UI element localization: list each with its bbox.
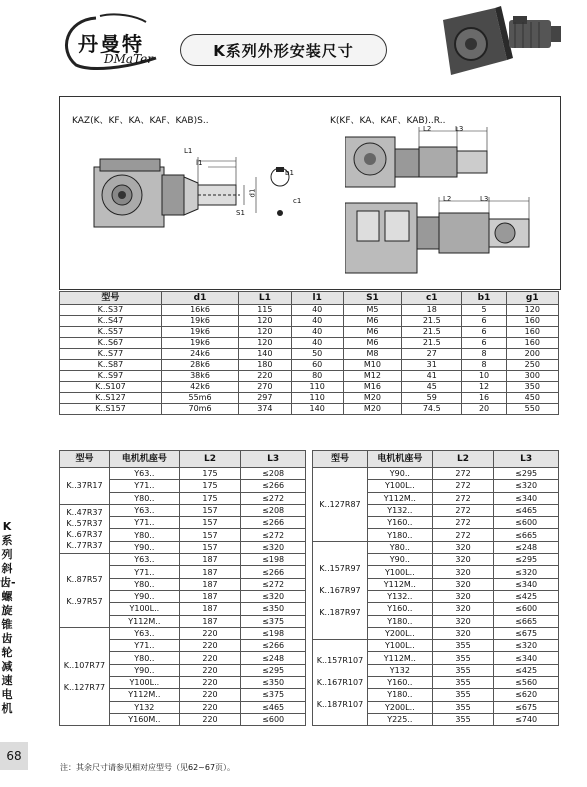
table-cell: 272: [432, 504, 494, 516]
table-cell: 320: [432, 590, 494, 602]
table-cell: ≤320: [494, 640, 559, 652]
col-header: 型号: [60, 451, 110, 468]
table-cell: 10: [462, 371, 506, 382]
logo-chinese-name: 丹曼特: [78, 32, 144, 56]
table-cell: 8: [462, 360, 506, 371]
table-cell: 24k6: [161, 349, 238, 360]
table-cell: Y63..: [109, 504, 179, 516]
table-cell: 120: [239, 316, 291, 327]
col-header: d1: [161, 292, 238, 305]
table-cell: Y80..: [367, 541, 432, 553]
table-row: [60, 468, 306, 480]
table-row: [60, 627, 306, 639]
table-cell: 40: [291, 327, 343, 338]
table-cell: 80: [291, 371, 343, 382]
dimension-drawing-frame: [59, 96, 561, 290]
table-cell: Y112M..: [109, 689, 179, 701]
dim-l1-label: l1: [196, 159, 203, 167]
table-cell: 175: [179, 492, 241, 504]
table-cell: 355: [432, 640, 494, 652]
table-cell: 220: [179, 689, 241, 701]
col-header: L1: [239, 292, 291, 305]
table-cell: 272: [432, 517, 494, 529]
table-cell: Y112M..: [367, 578, 432, 590]
table-cell: ≤295: [494, 554, 559, 566]
table-cell: 160: [506, 316, 558, 327]
table-cell: Y90..: [109, 541, 179, 553]
table-cell: Y63..: [109, 554, 179, 566]
table-row: [60, 554, 306, 566]
table-cell: 320: [432, 541, 494, 553]
footnote: 注：其余尺寸请参见相对应型号（见62~67页）。: [60, 763, 236, 772]
table-cell: Y132: [367, 664, 432, 676]
col-header: 型号: [313, 451, 368, 468]
table-cell: 220: [179, 664, 241, 676]
col-header: l1: [291, 292, 343, 305]
table-cell: Y180..: [367, 689, 432, 701]
table-cell: ≤675: [494, 701, 559, 713]
table-cell: ≤350: [241, 603, 306, 615]
table-cell: 175: [179, 480, 241, 492]
table-cell: 6: [462, 338, 506, 349]
table-cell: Y90..: [109, 664, 179, 676]
table-cell: 27: [402, 349, 462, 360]
table-cell: 187: [179, 578, 241, 590]
table-row: [60, 305, 559, 316]
table-cell: 320: [432, 615, 494, 627]
table-cell: ≤340: [494, 578, 559, 590]
drawing-label-right: K(KF、KA、KAF、KAB)..R..: [330, 116, 446, 126]
table-cell: Y180..: [367, 615, 432, 627]
table-cell: 20: [462, 404, 506, 415]
table-cell: ≤600: [494, 603, 559, 615]
logo-english-name: DMaTer: [104, 52, 153, 66]
table-cell: 40: [291, 338, 343, 349]
table-cell: 120: [239, 327, 291, 338]
shaft-dimension-table: [59, 291, 559, 415]
table-cell: M8: [343, 349, 401, 360]
table-cell: 220: [239, 371, 291, 382]
table-cell: 355: [432, 677, 494, 689]
col-header: L2: [432, 451, 494, 468]
table-cell: Y80..: [109, 529, 179, 541]
table-cell: 19k6: [161, 327, 238, 338]
table-cell: 40: [291, 316, 343, 327]
table-cell: 320: [432, 603, 494, 615]
model-cell: K..127R87: [313, 468, 368, 542]
table-cell: ≤665: [494, 529, 559, 541]
table-cell: Y200L..: [367, 627, 432, 639]
table-cell: ≤375: [241, 689, 306, 701]
table-cell: 220: [179, 713, 241, 725]
table-cell: 19k6: [161, 316, 238, 327]
table-cell: 21.5: [402, 327, 462, 338]
table-cell: ≤425: [494, 664, 559, 676]
table-cell: 220: [179, 627, 241, 639]
dim-L2-label-bottom: L2: [443, 195, 452, 203]
table-cell: 157: [179, 541, 241, 553]
table-cell: ≤266: [241, 480, 306, 492]
table-cell: Y100L..: [367, 566, 432, 578]
table-cell: M12: [343, 371, 401, 382]
table-cell: M6: [343, 327, 401, 338]
table-cell: ≤295: [494, 468, 559, 480]
table-cell: 200: [506, 349, 558, 360]
table-cell: 355: [432, 701, 494, 713]
table-cell: 272: [432, 468, 494, 480]
table-cell: ≤320: [494, 480, 559, 492]
table-cell: 355: [432, 713, 494, 725]
table-cell: ≤465: [494, 504, 559, 516]
table-cell: 187: [179, 603, 241, 615]
col-header: 型号: [60, 292, 162, 305]
table-cell: 272: [432, 492, 494, 504]
table-row: [60, 349, 559, 360]
table-cell: ≤425: [494, 590, 559, 602]
table-cell: 45: [402, 382, 462, 393]
table-cell: 250: [506, 360, 558, 371]
table-row: [313, 541, 559, 553]
table-cell: ≤248: [241, 652, 306, 664]
model-cell: K..157R97 K..167R97 K..187R97: [313, 541, 368, 639]
table-cell: 220: [179, 677, 241, 689]
table-cell: ≤198: [241, 554, 306, 566]
table-cell: 8: [462, 349, 506, 360]
dim-L3-label-bottom: L3: [480, 195, 489, 203]
table-cell: Y180..: [367, 529, 432, 541]
col-header: 电机机座号: [367, 451, 432, 468]
table-cell: 6: [462, 316, 506, 327]
table-cell: 18: [402, 305, 462, 316]
table-cell: 187: [179, 566, 241, 578]
table-row: [313, 640, 559, 652]
table-cell: K..S127: [60, 393, 162, 404]
table-cell: 28k6: [161, 360, 238, 371]
table-row: [60, 360, 559, 371]
table-cell: Y100L..: [367, 640, 432, 652]
table-header-row: [60, 451, 306, 468]
model-cell: K..157R107 K..167R107 K..187R107: [313, 640, 368, 726]
table-cell: Y90..: [367, 554, 432, 566]
dim-d1-label: d1: [248, 188, 257, 198]
drawing-label-left: KAZ(K、KF、KA、KAF、KAB)S..: [72, 116, 209, 126]
table-cell: 110: [291, 382, 343, 393]
table-cell: Y90..: [367, 468, 432, 480]
table-cell: Y63..: [109, 627, 179, 639]
company-logo: [56, 10, 176, 72]
table-cell: 160: [506, 338, 558, 349]
table-cell: 140: [291, 404, 343, 415]
table-cell: 320: [432, 627, 494, 639]
table-cell: M20: [343, 404, 401, 415]
table-cell: 40: [291, 305, 343, 316]
col-header: 电机机座号: [109, 451, 179, 468]
table-cell: ≤560: [494, 677, 559, 689]
table-cell: 110: [291, 393, 343, 404]
table-cell: 550: [506, 404, 558, 415]
table-cell: Y71..: [109, 566, 179, 578]
table-cell: 74.5: [402, 404, 462, 415]
table-cell: 31: [402, 360, 462, 371]
table-cell: 115: [239, 305, 291, 316]
table-row: [60, 338, 559, 349]
table-cell: ≤272: [241, 578, 306, 590]
table-row: [60, 316, 559, 327]
dim-S1-label: S1: [236, 209, 245, 217]
table-cell: K..S77: [60, 349, 162, 360]
table-cell: ≤375: [241, 615, 306, 627]
table-cell: 38k6: [161, 371, 238, 382]
table-cell: M5: [343, 305, 401, 316]
table-cell: 300: [506, 371, 558, 382]
table-cell: K..S157: [60, 404, 162, 415]
table-header-row: [60, 292, 559, 305]
product-photo-gearmotor-icon: [425, 0, 565, 85]
table-cell: 355: [432, 652, 494, 664]
table-cell: 21.5: [402, 316, 462, 327]
table-cell: Y90..: [109, 590, 179, 602]
table-cell: K..S67: [60, 338, 162, 349]
table-cell: 120: [239, 338, 291, 349]
table-cell: ≤266: [241, 640, 306, 652]
table-cell: Y112M..: [367, 492, 432, 504]
table-cell: K..S87: [60, 360, 162, 371]
table-cell: ≤266: [241, 517, 306, 529]
table-cell: 50: [291, 349, 343, 360]
table-cell: 160: [506, 327, 558, 338]
table-cell: 157: [179, 529, 241, 541]
table-cell: 5: [462, 305, 506, 316]
page-title: K系列外形安装尺寸: [180, 34, 387, 66]
table-cell: ≤272: [241, 492, 306, 504]
table-cell: Y100L..: [367, 480, 432, 492]
model-cell: K..47R37 K..57R37 K..67R37 K..77R37: [60, 504, 110, 553]
dim-L2-label-top: L2: [423, 125, 432, 133]
table-cell: Y80..: [109, 652, 179, 664]
table-cell: Y71..: [109, 480, 179, 492]
table-cell: 355: [432, 689, 494, 701]
table-cell: Y80..: [109, 492, 179, 504]
table-cell: 297: [239, 393, 291, 404]
table-cell: Y160..: [367, 517, 432, 529]
table-cell: 272: [432, 529, 494, 541]
table-cell: 220: [179, 701, 241, 713]
table-cell: 70m6: [161, 404, 238, 415]
table-cell: 187: [179, 590, 241, 602]
table-cell: ≤320: [241, 541, 306, 553]
col-header: b1: [462, 292, 506, 305]
table-cell: ≤320: [241, 590, 306, 602]
table-cell: K..S47: [60, 316, 162, 327]
table-cell: ≤198: [241, 627, 306, 639]
table-cell: K..S97: [60, 371, 162, 382]
table-cell: 16: [462, 393, 506, 404]
table-row: [60, 371, 559, 382]
table-row: [60, 504, 306, 516]
table-cell: 6: [462, 327, 506, 338]
side-tab-series-name: K系列斜齿-螺旋锥齿轮减速电机: [0, 520, 16, 715]
table-cell: M10: [343, 360, 401, 371]
table-cell: Y71..: [109, 640, 179, 652]
table-cell: Y63..: [109, 468, 179, 480]
table-cell: 120: [506, 305, 558, 316]
table-cell: 220: [179, 652, 241, 664]
table-cell: ≤665: [494, 615, 559, 627]
table-cell: ≤295: [241, 664, 306, 676]
table-cell: M6: [343, 338, 401, 349]
table-cell: ≤340: [494, 492, 559, 504]
table-cell: Y132..: [367, 504, 432, 516]
table-cell: ≤208: [241, 504, 306, 516]
table-cell: ≤320: [494, 566, 559, 578]
table-cell: ≤340: [494, 652, 559, 664]
table-cell: 180: [239, 360, 291, 371]
table-cell: 12: [462, 382, 506, 393]
table-cell: Y132..: [367, 590, 432, 602]
table-cell: K..S57: [60, 327, 162, 338]
table-cell: 59: [402, 393, 462, 404]
table-cell: ≤350: [241, 677, 306, 689]
table-cell: 272: [432, 480, 494, 492]
table-row: [60, 327, 559, 338]
table-cell: ≤465: [241, 701, 306, 713]
table-cell: ≤208: [241, 468, 306, 480]
table-cell: ≤266: [241, 566, 306, 578]
table-cell: Y160M..: [109, 713, 179, 725]
table-cell: K..S37: [60, 305, 162, 316]
table-row: [60, 404, 559, 415]
table-cell: 42k6: [161, 382, 238, 393]
dim-c1-label: c1: [293, 197, 302, 205]
motor-dimension-table-left: [59, 450, 306, 726]
table-cell: M16: [343, 382, 401, 393]
table-cell: 16k6: [161, 305, 238, 316]
left-gearbox-drawing-icon: [90, 137, 300, 237]
table-cell: Y80..: [109, 578, 179, 590]
table-cell: 320: [432, 578, 494, 590]
col-header: S1: [343, 292, 401, 305]
model-cell: K..37R17: [60, 468, 110, 505]
table-cell: Y160..: [367, 677, 432, 689]
table-cell: ≤620: [494, 689, 559, 701]
table-cell: 374: [239, 404, 291, 415]
table-cell: Y71..: [109, 517, 179, 529]
table-cell: Y132: [109, 701, 179, 713]
table-cell: ≤248: [494, 541, 559, 553]
table-cell: 19k6: [161, 338, 238, 349]
table-cell: ≤272: [241, 529, 306, 541]
table-cell: 187: [179, 554, 241, 566]
col-header: L3: [241, 451, 306, 468]
motor-dimension-table-right: [312, 450, 559, 726]
table-cell: Y160..: [367, 603, 432, 615]
dim-L1-label: L1: [184, 147, 193, 155]
table-cell: K..S107: [60, 382, 162, 393]
dim-L3-label-top: L3: [455, 125, 464, 133]
table-cell: 21.5: [402, 338, 462, 349]
col-header: c1: [402, 292, 462, 305]
table-cell: ≤675: [494, 627, 559, 639]
table-cell: 350: [506, 382, 558, 393]
table-cell: 320: [432, 566, 494, 578]
table-cell: 175: [179, 468, 241, 480]
col-header: L3: [494, 451, 559, 468]
page-number: 68: [0, 742, 28, 770]
table-cell: ≤600: [494, 517, 559, 529]
table-cell: 157: [179, 517, 241, 529]
table-cell: Y112M..: [367, 652, 432, 664]
table-cell: ≤740: [494, 713, 559, 725]
table-cell: M20: [343, 393, 401, 404]
table-cell: Y225..: [367, 713, 432, 725]
table-cell: 41: [402, 371, 462, 382]
table-cell: Y100L..: [109, 677, 179, 689]
table-cell: 270: [239, 382, 291, 393]
table-cell: 320: [432, 554, 494, 566]
table-row: [60, 393, 559, 404]
table-cell: 220: [179, 640, 241, 652]
table-row: [313, 468, 559, 480]
table-cell: 157: [179, 504, 241, 516]
table-cell: Y100L..: [109, 603, 179, 615]
table-cell: Y112M..: [109, 615, 179, 627]
table-cell: 187: [179, 615, 241, 627]
col-header: g1: [506, 292, 558, 305]
table-cell: M6: [343, 316, 401, 327]
table-cell: 140: [239, 349, 291, 360]
model-cell: K..87R57 K..97R57: [60, 554, 110, 628]
table-cell: ≤600: [241, 713, 306, 725]
table-cell: Y200L..: [367, 701, 432, 713]
table-cell: 55m6: [161, 393, 238, 404]
table-cell: 355: [432, 664, 494, 676]
dim-b1-label: b1: [285, 169, 294, 177]
model-cell: K..107R77 K..127R77: [60, 627, 110, 725]
table-cell: 450: [506, 393, 558, 404]
table-header-row: [313, 451, 559, 468]
table-cell: 60: [291, 360, 343, 371]
table-row: [60, 382, 559, 393]
col-header: L2: [179, 451, 241, 468]
